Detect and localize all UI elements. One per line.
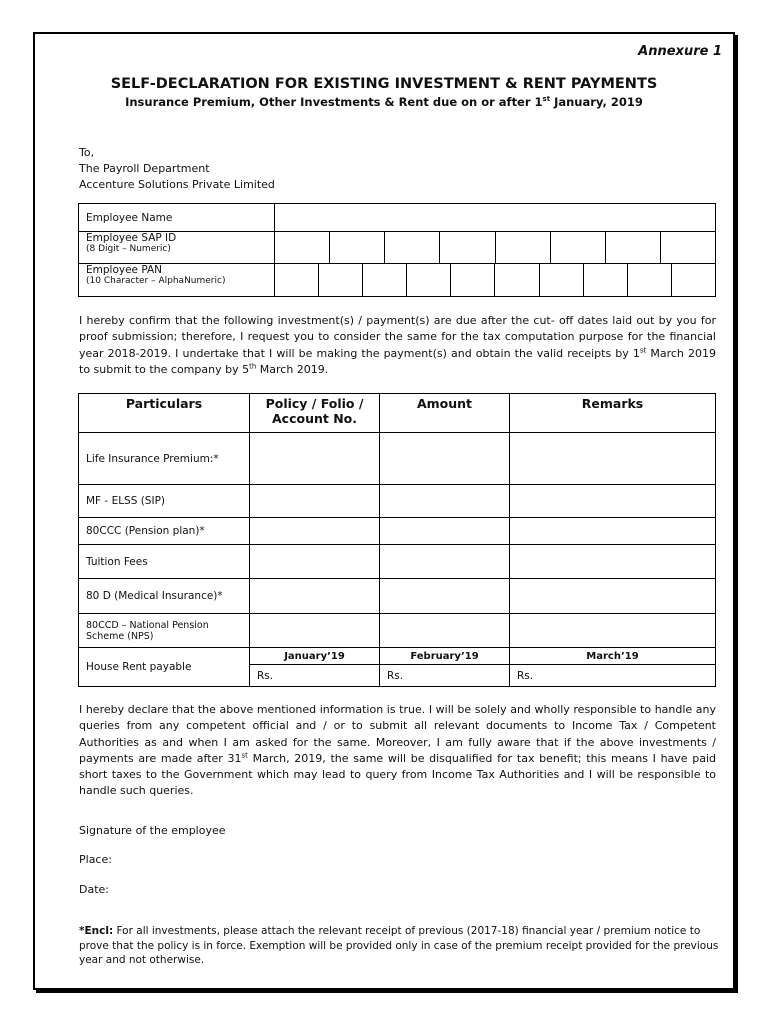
rent-march-field[interactable]: Rs. <box>510 665 716 687</box>
row-label: Tuition Fees <box>79 545 250 579</box>
remarks-cell[interactable] <box>510 485 716 518</box>
house-rent-label: House Rent payable <box>79 648 250 687</box>
annexure-label: Annexure 1 <box>638 44 722 59</box>
header-remarks: Remarks <box>510 394 716 433</box>
policy-cell[interactable] <box>250 485 380 518</box>
employee-details-table <box>78 203 716 297</box>
month-march: March’19 <box>510 648 716 665</box>
row-label: Life Insurance Premium:* <box>79 433 250 485</box>
employee-name-field[interactable] <box>275 204 716 232</box>
table-row <box>79 545 716 579</box>
declaration-paragraph: I hereby declare that the above mentioned information is true. I will be solely and wholly responsible to handle any queries from any competent official and / or to submit all relevant documents to Income Tax / Competent Authorities as and when I am asked for the same. Moreover, I am fully aware that if the above investments / payments are made after 31st March, 2019, the same will be disqualified for tax benefit; this means I have paid short taxes to the Government which may lead to query from Income Tax Authorities and I will be responsible to handle such queries. <box>79 703 717 798</box>
table-row <box>79 485 716 518</box>
address-block <box>79 145 275 193</box>
house-rent-row <box>79 648 716 665</box>
amount-cell[interactable] <box>380 485 510 518</box>
header-particulars: Particulars <box>79 394 250 433</box>
header-amount: Amount <box>380 394 510 433</box>
row-label: 80CCD – National Pension Scheme (NPS) <box>79 614 250 648</box>
rent-february-field[interactable]: Rs. <box>380 665 510 687</box>
employee-sap-label: Employee SAP ID (8 Digit – Numeric) <box>79 232 275 264</box>
employee-pan-label: Employee PAN (10 Character – AlphaNumeric) <box>79 264 275 297</box>
address-to: To, <box>79 146 95 159</box>
policy-cell[interactable] <box>250 614 380 648</box>
employee-sap-field[interactable] <box>275 232 716 264</box>
enclosure-note: *Encl: For all investments, please attach the relevant receipt of previous (2017-18) financial year / premium notice to prove that the policy is in force. Exemption will be provided only in case of the premium receipt provided for the previous year and not otherwise. <box>79 925 719 966</box>
header-policy: Policy / Folio / Account No. <box>250 394 380 433</box>
amount-cell[interactable] <box>380 579 510 614</box>
page-title: SELF-DECLARATION FOR EXISTING INVESTMENT & RENT PAYMENTS <box>110 76 658 92</box>
employee-pan-field[interactable] <box>275 264 716 297</box>
row-label: MF - ELSS (SIP) <box>79 485 250 518</box>
signature-label: Signature of the employee <box>79 824 226 837</box>
remarks-cell[interactable] <box>510 433 716 485</box>
amount-cell[interactable] <box>380 433 510 485</box>
table-row <box>79 579 716 614</box>
table-row <box>79 433 716 485</box>
remarks-cell[interactable] <box>510 518 716 545</box>
page-subtitle: Insurance Premium, Other Investments & Rent due on or after 1st January, 2019 <box>125 95 643 109</box>
amount-cell[interactable] <box>380 614 510 648</box>
remarks-cell[interactable] <box>510 579 716 614</box>
row-label: 80CCC (Pension plan)* <box>79 518 250 545</box>
confirmation-paragraph: I hereby confirm that the following investment(s) / payment(s) are due after the cut- off dates laid out by you for proof submission; therefore, I request you to consider the same for the tax computation purpose for the financial year 2018-2019. I undertake that I will be making the payment(s) and obtain the valid receipts by 1st March 2019 to submit to the company by 5th March 2019. <box>79 314 716 376</box>
amount-cell[interactable] <box>380 518 510 545</box>
amount-cell[interactable] <box>380 545 510 579</box>
policy-cell[interactable] <box>250 433 380 485</box>
date-label: Date: <box>79 883 109 896</box>
place-label: Place: <box>79 853 112 866</box>
policy-cell[interactable] <box>250 518 380 545</box>
policy-cell[interactable] <box>250 579 380 614</box>
remarks-cell[interactable] <box>510 614 716 648</box>
table-row <box>79 518 716 545</box>
remarks-cell[interactable] <box>510 545 716 579</box>
rent-january-field[interactable]: Rs. <box>250 665 380 687</box>
policy-cell[interactable] <box>250 545 380 579</box>
employee-name-label: Employee Name <box>79 204 275 232</box>
month-february: February’19 <box>380 648 510 665</box>
address-line-1: The Payroll Department <box>79 162 210 175</box>
address-line-2: Accenture Solutions Private Limited <box>79 178 275 191</box>
row-label: 80 D (Medical Insurance)* <box>79 579 250 614</box>
investment-table <box>78 393 716 687</box>
table-row <box>79 614 716 648</box>
month-january: January’19 <box>250 648 380 665</box>
